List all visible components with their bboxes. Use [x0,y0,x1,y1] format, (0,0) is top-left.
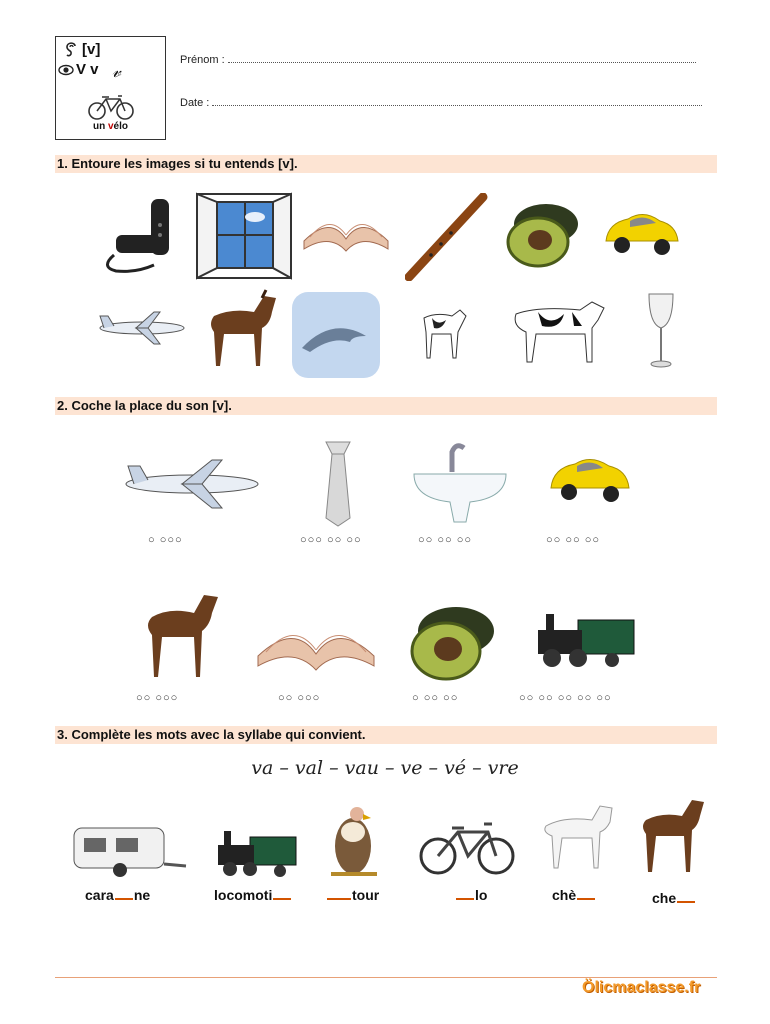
calf-image[interactable] [418,302,468,367]
car-image[interactable] [600,205,682,266]
word-caravane[interactable]: cara ne [85,887,151,903]
date-field[interactable] [180,95,702,109]
date-line[interactable] [212,95,702,106]
word-vautour[interactable]: tour [326,886,379,903]
avocado-image[interactable] [408,603,496,688]
caravan-image[interactable] [70,822,190,885]
prenom-label: Prénom : [180,54,225,66]
cursive-v-icon: 𝓋 [112,61,121,82]
horse-image[interactable] [140,585,222,686]
locomotive-image[interactable] [528,604,640,675]
locomotive-image[interactable] [210,825,302,884]
circles-lavabo[interactable]: ○○ ○○ ○○ [418,534,472,546]
tie-image[interactable] [318,438,358,533]
blank[interactable] [327,886,351,900]
car-image[interactable] [545,450,633,513]
cow-image[interactable] [508,292,606,373]
telephone-image[interactable] [96,195,186,282]
blank[interactable] [577,886,595,900]
word-cheval[interactable]: che [652,889,696,906]
dolphin-image[interactable] [292,292,380,383]
book-image[interactable] [254,612,378,681]
airplane-image[interactable] [122,456,262,517]
horse-image[interactable] [636,792,708,881]
circles-avion[interactable]: ○ ○○○ [148,534,183,546]
syllable-list: va – val – vau – ve – vé – vre [251,757,519,779]
blank[interactable] [115,886,133,900]
circles-voiture[interactable]: ○○ ○○ ○○ [546,534,600,546]
eye-icon [58,63,74,75]
circles-cheval[interactable]: ○○ ○○○ [136,692,179,704]
site-logo: Ölicmaclasse.fr [582,979,701,996]
glass-image[interactable] [643,290,679,375]
section-1-title: 1. Entoure les images si tu entends [v]. [57,156,298,171]
logo-sound: [v] [82,41,101,58]
book-image[interactable] [300,205,392,262]
circles-locomotive[interactable]: ○○ ○○ ○○ ○○ ○○ [519,692,612,704]
section-3-bar [55,726,717,744]
blank[interactable] [677,889,695,903]
circles-livre[interactable]: ○○ ○○○ [278,692,321,704]
date-label: Date : [180,97,210,109]
section-1-bar [55,155,717,173]
logo-word: un vélo [92,121,128,132]
logo-letters: V v [76,61,99,78]
prenom-line[interactable] [228,52,696,63]
blank[interactable] [273,886,291,900]
flute-image[interactable] [405,193,489,286]
vulture-image[interactable] [327,802,381,887]
avocado-image[interactable] [504,200,580,275]
section-3-title: 3. Complète les mots avec la syllabe qui convient. [57,727,366,742]
window-image[interactable] [195,192,293,285]
footer-divider [55,977,717,978]
word-locomotive[interactable]: locomoti [214,886,292,903]
section-2-title: 2. Coche la place du son [v]. [57,398,232,413]
ear-icon [64,41,78,56]
word-velo[interactable]: lo [455,886,487,903]
circles-cravate[interactable]: ○○○ ○○ ○○ [300,534,362,546]
circles-avocat[interactable]: ○ ○○ ○○ [412,692,459,704]
word-chevre[interactable]: chè [552,886,596,903]
section-2-bar [55,397,717,415]
airplane-image[interactable] [96,310,188,351]
prenom-field[interactable] [180,52,696,66]
sink-image[interactable] [410,438,510,529]
horse-image[interactable] [202,288,282,377]
bicycle-image[interactable] [418,818,516,881]
goat-image[interactable] [540,796,618,877]
blank[interactable] [456,886,474,900]
logo-box [55,36,166,140]
